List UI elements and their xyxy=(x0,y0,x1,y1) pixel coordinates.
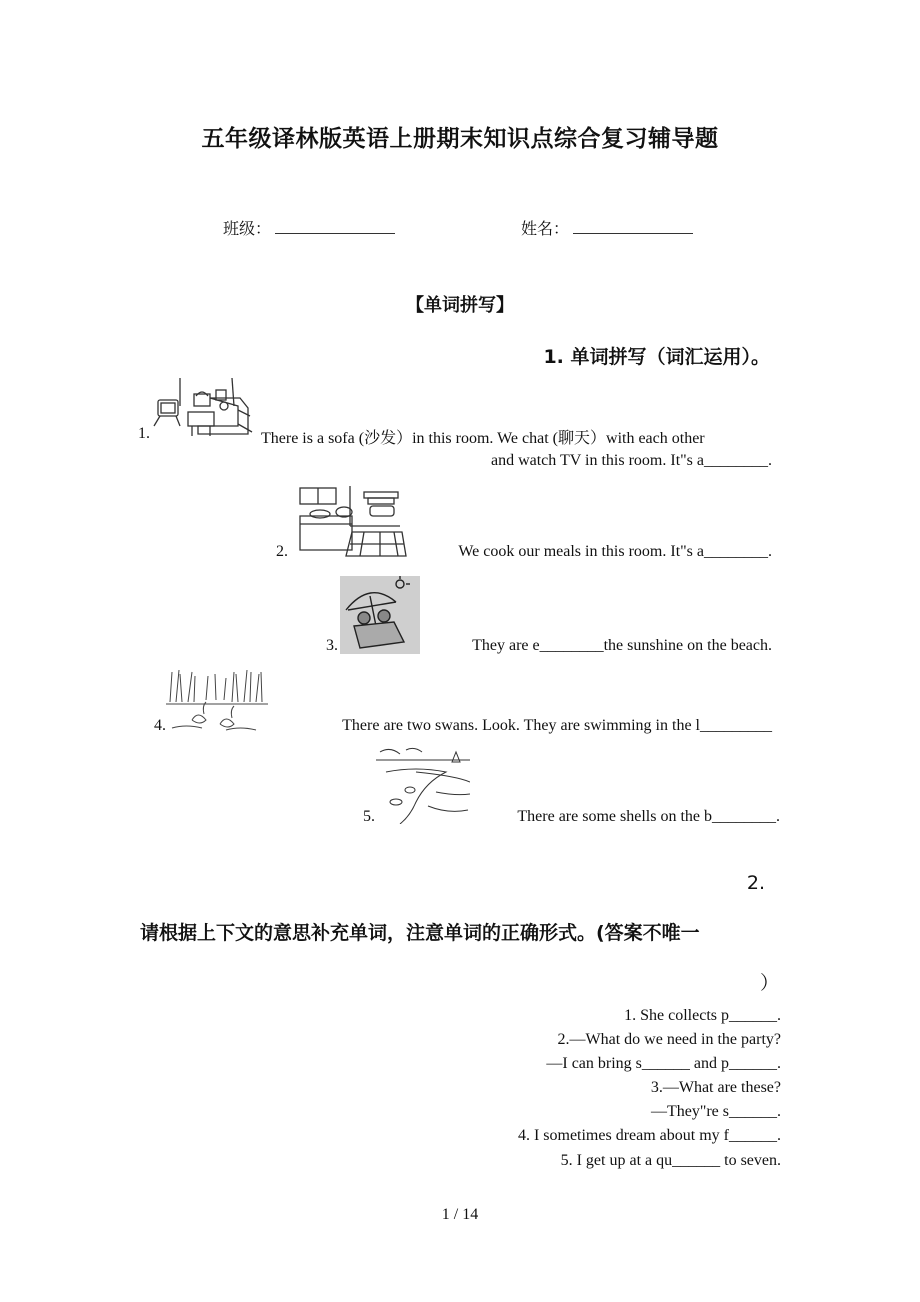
q1-item1-number: 1. xyxy=(138,425,150,442)
q1-item5-text: There are some shells on the b________. xyxy=(517,808,780,825)
page-title: 五年级译林版英语上册期末知识点综合复习辅导题 xyxy=(201,126,719,152)
q1-item1-line2: and watch TV in this room. It"s a________. xyxy=(490,452,772,469)
q1-item2-number: 2. xyxy=(276,543,288,560)
q1-item2-text: We cook our meals in this room. It"s a________. xyxy=(458,543,772,560)
q2-line-5: —They"re s______. xyxy=(650,1103,781,1120)
seashore-picture xyxy=(376,742,470,824)
q1-item3-number: 3. xyxy=(326,637,338,654)
q2-close-paren: ） xyxy=(760,972,780,994)
q2-line-2: 2.—What do we need in the party? xyxy=(557,1031,781,1048)
kitchen-picture xyxy=(290,484,408,558)
q2-line-7: 5. I get up at a qu______ to seven. xyxy=(560,1152,781,1169)
q2-line-1: 1. She collects p______. xyxy=(624,1007,781,1024)
name-blank[interactable] xyxy=(573,219,693,234)
q1-item4-number: 4. xyxy=(154,717,166,734)
section-heading: 【单词拼写】 xyxy=(406,295,514,316)
q1-heading: 1. 单词拼写（词汇运用）。 xyxy=(543,346,770,368)
beach-umbrella-picture xyxy=(340,576,420,654)
q1-item1-line1: There is a sofa (沙发）in this room. We chat (聊天）with each other xyxy=(261,430,705,447)
q2-line-6: 4. I sometimes dream about my f______. xyxy=(517,1127,781,1144)
page-number: 1 / 14 xyxy=(441,1206,479,1223)
name-field xyxy=(521,216,693,239)
q2-number: 2. xyxy=(746,872,765,894)
class-field xyxy=(223,216,395,239)
name-label: 姓名： xyxy=(521,219,570,238)
q1-item4-text: There are two swans. Look. They are swimming in the l_________ xyxy=(342,717,772,734)
class-blank[interactable] xyxy=(275,219,395,234)
living-room-picture xyxy=(150,376,254,440)
swans-lake-picture xyxy=(166,666,268,732)
q2-instruction: 请根据上下文的意思补充单词，注意单词的正确形式。(答案不唯一 xyxy=(140,922,700,944)
q1-item5-number: 5. xyxy=(363,808,375,825)
q1-item3-text: They are e________the sunshine on the beach. xyxy=(472,637,772,654)
q2-line-4: 3.—What are these? xyxy=(650,1079,781,1096)
q2-line-3: —I can bring s______ and p______. xyxy=(546,1055,781,1072)
class-label: 班级： xyxy=(223,219,272,238)
